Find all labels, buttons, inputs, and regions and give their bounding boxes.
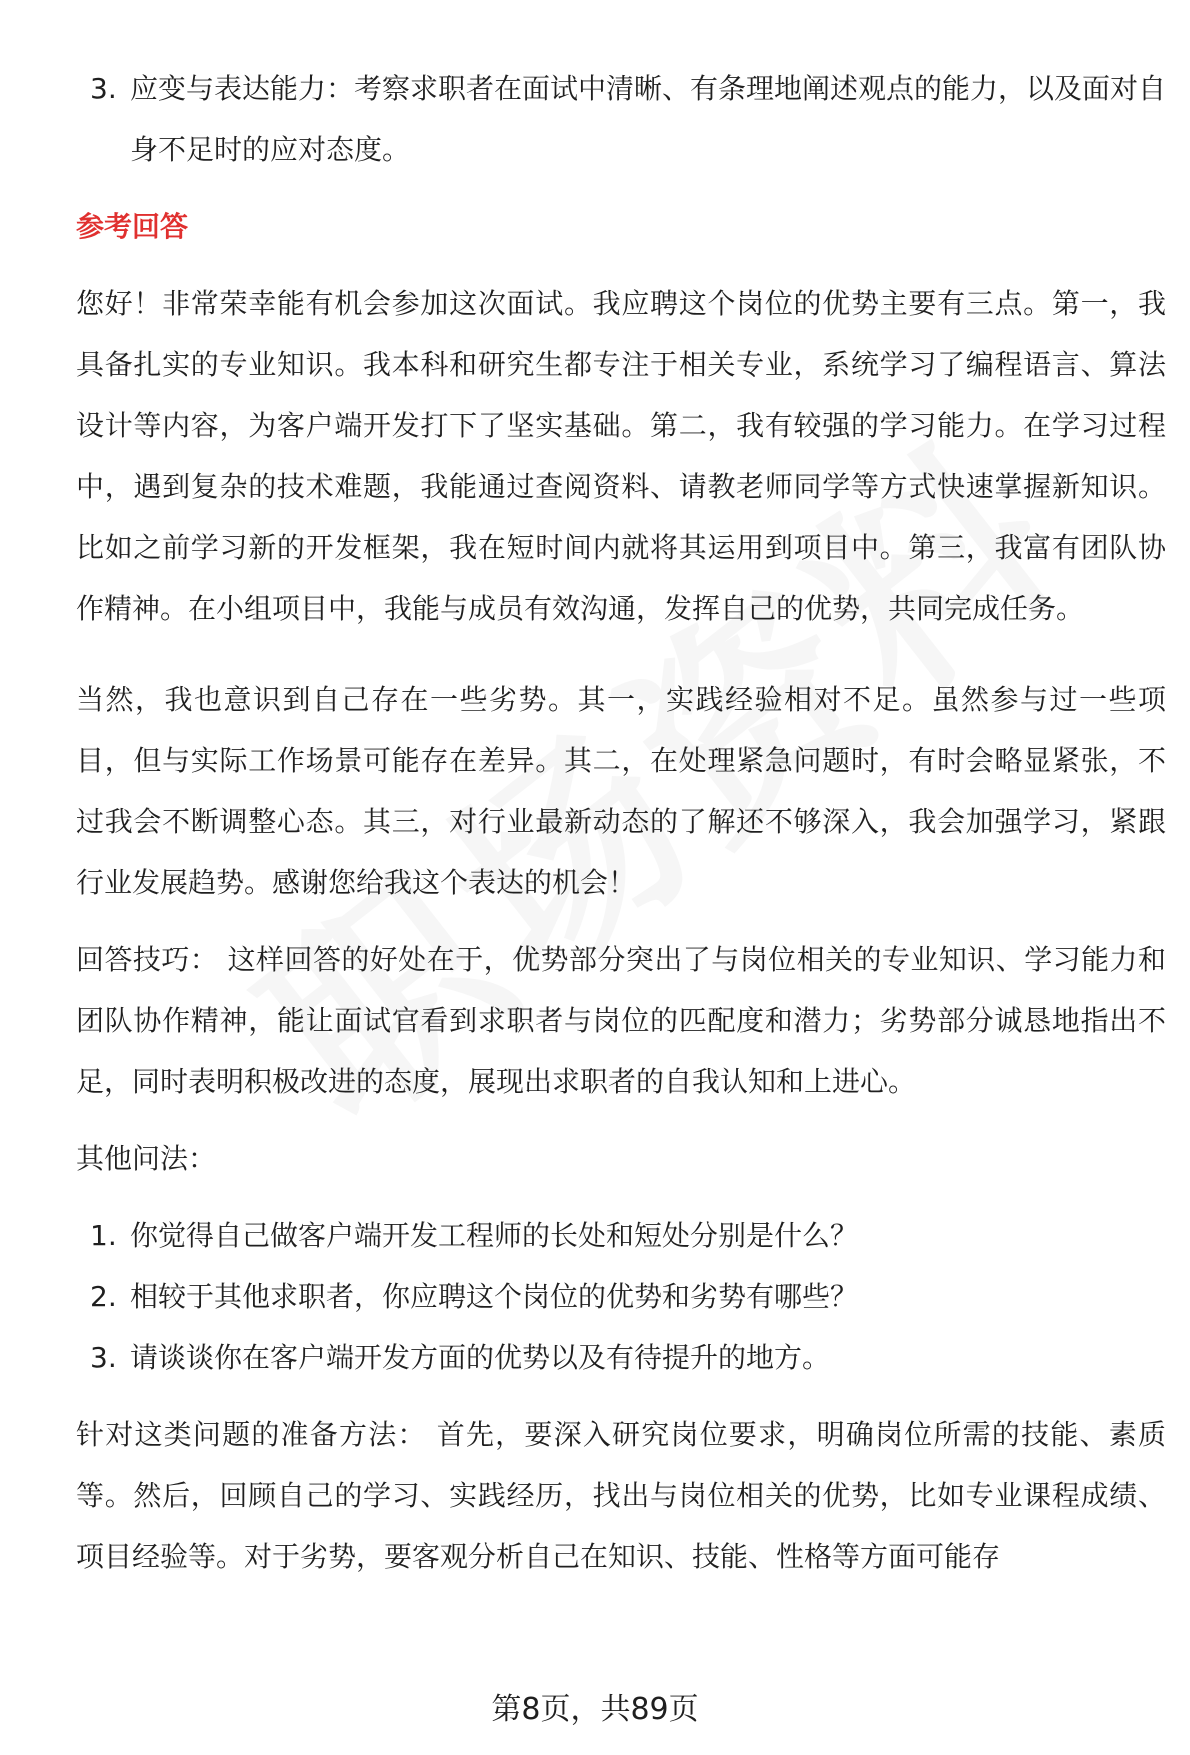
section-title: 参考回答 [76, 210, 189, 243]
list-item [76, 1266, 1166, 1327]
list-item [76, 58, 1166, 180]
list-item [76, 1205, 1166, 1266]
other-questions-list [76, 1205, 1166, 1388]
page-content [76, 58, 1166, 1603]
evaluation-points-list [76, 58, 1166, 180]
prep-method-paragraph: 针对这类问题的准备方法： 首先，要深入研究岗位要求，明确岗位所需的技能、素质等。然后，回顾自己的学习、实践经历，找出与岗位相关的优势，比如专业课程成绩、项目经验等。对于劣势，要客观分析自己在知识、技能、性格等方面可能存 [76, 1418, 1166, 1573]
list-number: 3. [90, 72, 117, 105]
list-number: 3. [90, 1341, 117, 1374]
list-item-text: 相较于其他求职者，你应聘这个岗位的优势和劣势有哪些？ [130, 1280, 859, 1313]
page-number-footer: 第8页，共89页 [491, 1692, 699, 1727]
list-item-text: 应变与表达能力：考察求职者在面试中清晰、有条理地阐述观点的能力，以及面对自身不足时的应对态度。 [130, 72, 1167, 166]
list-number: 1. [90, 1219, 117, 1252]
list-item [76, 1327, 1166, 1388]
other-questions-title: 其他问法： [76, 1142, 217, 1175]
list-item-text: 你觉得自己做客户端开发工程师的长处和短处分别是什么？ [130, 1219, 859, 1252]
list-number: 2. [90, 1280, 117, 1313]
list-item-text: 请谈谈你在客户端开发方面的优势以及有待提升的地方。 [130, 1341, 831, 1374]
answer-paragraph-2: 当然，我也意识到自己存在一些劣势。其一，实践经验相对不足。虽然参与过一些项目，但与实际工作场景可能存在差异。其二，在处理紧急问题时，有时会略显紧张，不过我会不断调整心态。其三，对行业最新动态的了解还不够深入，我会加强学习，紧跟行业发展趋势。感谢您给我这个表达的机会！ [76, 683, 1166, 899]
answer-paragraph-1: 您好！非常荣幸能有机会参加这次面试。我应聘这个岗位的优势主要有三点。第一，我具备扎实的专业知识。我本科和研究生都专注于相关专业，系统学习了编程语言、算法设计等内容，为客户端开发打下了坚实基础。第二，我有较强的学习能力。在学习过程中，遇到复杂的技术难题，我能通过查阅资料、请教老师同学等方式快速掌握新知识。比如之前学习新的开发框架，我在短时间内就将其运用到项目中。第三，我富有团队协作精神。在小组项目中，我能与成员有效沟通，发挥自己的优势，共同完成任务。 [76, 287, 1166, 625]
tips-paragraph: 回答技巧： 这样回答的好处在于，优势部分突出了与岗位相关的专业知识、学习能力和团队协作精神，能让面试官看到求职者与岗位的匹配度和潜力；劣势部分诚恳地指出不足，同时表明积极改进的态度，展现出求职者的自我认知和上进心。 [76, 943, 1166, 1098]
